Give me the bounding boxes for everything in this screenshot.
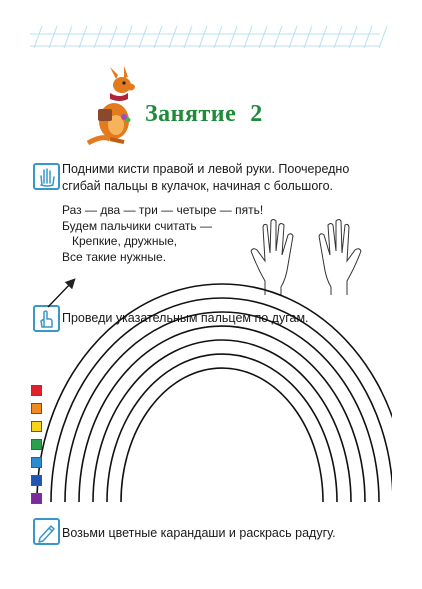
copybook-slant-line	[379, 26, 387, 48]
copybook-slant-line	[49, 26, 57, 48]
copybook-slant-line	[334, 26, 342, 48]
copybook-slant-line	[34, 26, 42, 48]
poem	[62, 203, 263, 265]
copybook-slant-line	[109, 26, 117, 48]
rainbow-arc	[37, 284, 392, 502]
color-swatch	[31, 421, 42, 432]
task-1-line-1: Подними кисти правой и левой руки. Поочередно	[62, 162, 350, 176]
lesson-title	[145, 101, 263, 128]
copybook-slant-line	[289, 26, 297, 48]
copybook-slant-line	[139, 26, 147, 48]
poem-line: Крепкие, дружные,	[72, 234, 178, 248]
poem-line: Раз — два — три — четыре — пять!	[62, 203, 264, 217]
rainbow-arcs	[22, 262, 392, 506]
copybook-slant-line	[124, 26, 132, 48]
lesson-number: 2	[250, 101, 263, 127]
task-1-line-2: сгибай пальцы в кулачок, начиная с большого.	[62, 179, 333, 193]
color-swatch	[31, 475, 42, 486]
direction-arrow-icon	[48, 282, 72, 307]
copybook-slant-line	[154, 26, 162, 48]
copybook-slant-line	[229, 26, 237, 48]
poem-line: Все такие нужные.	[62, 249, 167, 264]
kangaroo-mascot-icon	[80, 65, 140, 145]
color-swatch	[31, 439, 42, 450]
rainbow-arc	[121, 368, 323, 502]
poem-line: Будем пальчики считать —	[62, 218, 213, 233]
rainbow-arc	[79, 326, 365, 502]
copybook-slant-line	[79, 26, 87, 48]
copybook-slant-line	[319, 26, 327, 48]
copybook-slant-line	[304, 26, 312, 48]
color-swatch	[31, 403, 42, 414]
copybook-slant-line	[259, 26, 267, 48]
copybook-slant-line	[274, 26, 282, 48]
pencil-icon	[33, 518, 60, 545]
copybook-slant-line	[64, 26, 72, 48]
color-swatch	[31, 457, 42, 468]
lesson-title-word: Занятие	[145, 101, 237, 127]
copybook-slant-line	[364, 26, 372, 48]
color-swatch	[31, 385, 42, 396]
copybook-slant-line	[199, 26, 207, 48]
copybook-slant-line	[94, 26, 102, 48]
task-1-text	[62, 161, 349, 195]
copybook-slant-line	[349, 26, 357, 48]
rainbow-arc	[93, 340, 351, 502]
rainbow-arc	[51, 298, 392, 502]
copybook-slant-line	[184, 26, 192, 48]
copybook-slant-line	[244, 26, 252, 48]
copybook-slant-line	[214, 26, 222, 48]
task-3-text: Возьми цветные карандаши и раскрась радугу.	[62, 526, 336, 540]
hand-icon	[33, 163, 60, 190]
task-2-text: Проведи указательным пальцем по дугам.	[62, 311, 309, 325]
copybook-lines	[0, 0, 422, 70]
color-swatch	[31, 493, 42, 504]
copybook-slant-line	[169, 26, 177, 48]
